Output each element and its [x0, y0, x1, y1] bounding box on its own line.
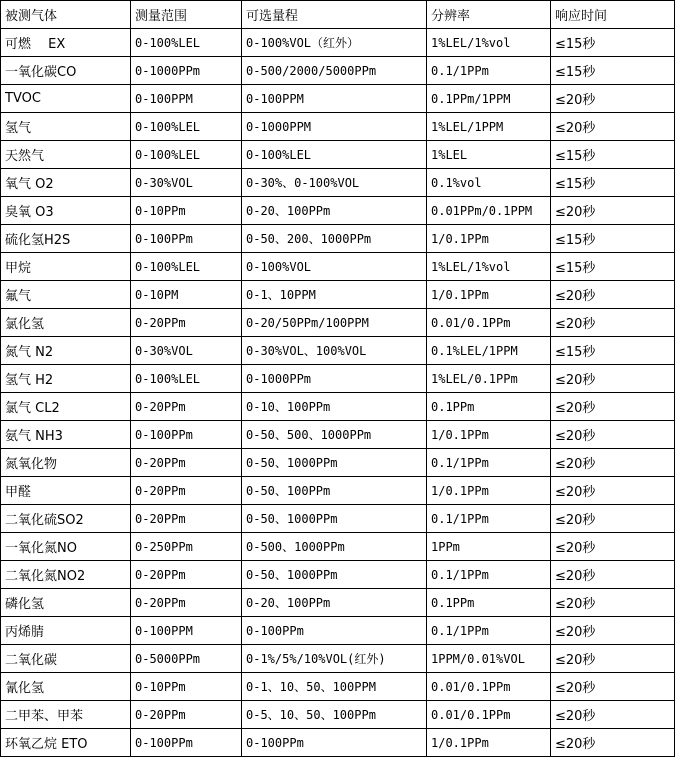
cell-optional-range: 0-100PPm: [242, 729, 427, 757]
table-row: [1, 533, 675, 561]
cell-gas: 二氧化硫SO2: [1, 505, 131, 533]
header-measure-range: 测量范围: [131, 1, 242, 29]
cell-measure-range: 0-10PPm: [131, 197, 242, 225]
cell-response-time: ≤15秒: [551, 225, 675, 253]
cell-response-time: ≤20秒: [551, 449, 675, 477]
table-row: [1, 701, 675, 729]
table-row: [1, 337, 675, 365]
table-row: [1, 505, 675, 533]
cell-response-time: ≤20秒: [551, 309, 675, 337]
cell-measure-range: 0-20PPm: [131, 449, 242, 477]
table-row: [1, 673, 675, 701]
cell-resolution: 0.01/0.1PPm: [427, 673, 551, 701]
cell-response-time: ≤15秒: [551, 253, 675, 281]
cell-gas: 氟气: [1, 281, 131, 309]
cell-optional-range: 0-50、1000PPm: [242, 505, 427, 533]
cell-optional-range: 0-100%LEL: [242, 141, 427, 169]
cell-gas: 氧气 O2: [1, 169, 131, 197]
cell-response-time: ≤15秒: [551, 169, 675, 197]
cell-resolution: 0.1PPm: [427, 393, 551, 421]
table-row: [1, 477, 675, 505]
table-row: [1, 617, 675, 645]
table-row: [1, 645, 675, 673]
cell-resolution: 0.1/1PPm: [427, 561, 551, 589]
table-row: [1, 393, 675, 421]
cell-response-time: ≤20秒: [551, 421, 675, 449]
cell-gas: 磷化氢: [1, 589, 131, 617]
cell-measure-range: 0-100%LEL: [131, 113, 242, 141]
cell-resolution: 1/0.1PPm: [427, 225, 551, 253]
cell-measure-range: 0-20PPm: [131, 589, 242, 617]
header-gas: 被测气体: [1, 1, 131, 29]
cell-gas: 硫化氢H2S: [1, 225, 131, 253]
cell-optional-range: 0-20、100PPm: [242, 197, 427, 225]
table-row: [1, 29, 675, 57]
cell-measure-range: 0-30%VOL: [131, 169, 242, 197]
table-body: [1, 29, 675, 757]
header-response-time: 响应时间: [551, 1, 675, 29]
cell-resolution: 0.1/1PPm: [427, 57, 551, 85]
cell-resolution: 0.1%vol: [427, 169, 551, 197]
cell-resolution: 0.1/1PPm: [427, 617, 551, 645]
cell-response-time: ≤20秒: [551, 197, 675, 225]
cell-measure-range: 0-100%LEL: [131, 253, 242, 281]
cell-optional-range: 0-1、10、50、100PPM: [242, 673, 427, 701]
cell-optional-range: 0-1000PPM: [242, 113, 427, 141]
cell-response-time: ≤20秒: [551, 701, 675, 729]
cell-measure-range: 0-100PPm: [131, 729, 242, 757]
cell-measure-range: 0-20PPm: [131, 477, 242, 505]
table-row: [1, 561, 675, 589]
cell-gas: 氰化氢: [1, 673, 131, 701]
cell-response-time: ≤20秒: [551, 617, 675, 645]
cell-measure-range: 0-100PPM: [131, 617, 242, 645]
cell-gas: 氢气: [1, 113, 131, 141]
cell-gas: 氢气 H2: [1, 365, 131, 393]
cell-response-time: ≤15秒: [551, 29, 675, 57]
table-row: [1, 729, 675, 757]
cell-optional-range: 0-500/2000/5000PPm: [242, 57, 427, 85]
cell-response-time: ≤20秒: [551, 365, 675, 393]
cell-optional-range: 0-30%、0-100%VOL: [242, 169, 427, 197]
cell-gas: 可燃 EX: [1, 29, 131, 57]
table-row: [1, 113, 675, 141]
cell-measure-range: 0-100%LEL: [131, 141, 242, 169]
header-optional-range: 可选量程: [242, 1, 427, 29]
cell-resolution: 0.01PPm/0.1PPM: [427, 197, 551, 225]
cell-measure-range: 0-10PM: [131, 281, 242, 309]
cell-resolution: 1/0.1PPm: [427, 729, 551, 757]
cell-optional-range: 0-50、500、1000PPm: [242, 421, 427, 449]
table-row: [1, 225, 675, 253]
cell-measure-range: 0-5000PPm: [131, 645, 242, 673]
table-row: [1, 365, 675, 393]
table-row: [1, 197, 675, 225]
cell-resolution: 1/0.1PPm: [427, 281, 551, 309]
table-row: [1, 589, 675, 617]
cell-measure-range: 0-20PPm: [131, 561, 242, 589]
cell-response-time: ≤20秒: [551, 113, 675, 141]
cell-optional-range: 0-1%/5%/10%VOL(红外): [242, 645, 427, 673]
cell-measure-range: 0-100PPm: [131, 421, 242, 449]
cell-gas: 二甲苯、甲苯: [1, 701, 131, 729]
cell-gas: 一氧化碳CO: [1, 57, 131, 85]
cell-gas: 甲烷: [1, 253, 131, 281]
cell-gas: 天然气: [1, 141, 131, 169]
cell-resolution: 0.1PPm/1PPM: [427, 85, 551, 113]
cell-optional-range: 0-20/50PPm/100PPM: [242, 309, 427, 337]
cell-optional-range: 0-50、100PPm: [242, 477, 427, 505]
cell-optional-range: 0-100%VOL（红外）: [242, 29, 427, 57]
cell-measure-range: 0-100PPm: [131, 225, 242, 253]
cell-optional-range: 0-1、10PPM: [242, 281, 427, 309]
cell-response-time: ≤20秒: [551, 281, 675, 309]
cell-gas: 臭氧 O3: [1, 197, 131, 225]
cell-response-time: ≤20秒: [551, 673, 675, 701]
cell-measure-range: 0-100%LEL: [131, 29, 242, 57]
cell-resolution: 1%LEL/0.1PPm: [427, 365, 551, 393]
table-row: [1, 85, 675, 113]
cell-response-time: ≤20秒: [551, 477, 675, 505]
cell-response-time: ≤20秒: [551, 729, 675, 757]
table-row: [1, 281, 675, 309]
cell-gas: 环氧乙烷 ETO: [1, 729, 131, 757]
cell-resolution: 0.1PPm: [427, 589, 551, 617]
cell-gas: 丙烯腈: [1, 617, 131, 645]
cell-measure-range: 0-20PPm: [131, 393, 242, 421]
cell-optional-range: 0-20、100PPm: [242, 589, 427, 617]
cell-resolution: 1%LEL/1PPM: [427, 113, 551, 141]
cell-response-time: ≤20秒: [551, 505, 675, 533]
cell-gas: 一氧化氮NO: [1, 533, 131, 561]
cell-gas: TVOC: [1, 85, 131, 113]
cell-optional-range: 0-500、1000PPm: [242, 533, 427, 561]
table-row: [1, 421, 675, 449]
cell-measure-range: 0-20PPm: [131, 701, 242, 729]
cell-gas: 氨气 NH3: [1, 421, 131, 449]
cell-optional-range: 0-100%VOL: [242, 253, 427, 281]
cell-response-time: ≤20秒: [551, 533, 675, 561]
cell-optional-range: 0-30%VOL、100%VOL: [242, 337, 427, 365]
cell-gas: 氮气 N2: [1, 337, 131, 365]
cell-response-time: ≤20秒: [551, 85, 675, 113]
cell-response-time: ≤15秒: [551, 337, 675, 365]
cell-resolution: 0.01/0.1PPm: [427, 701, 551, 729]
cell-resolution: 1PPm: [427, 533, 551, 561]
cell-optional-range: 0-100PPM: [242, 85, 427, 113]
cell-measure-range: 0-10PPm: [131, 673, 242, 701]
header-row: [1, 1, 675, 29]
table-row: [1, 141, 675, 169]
cell-optional-range: 0-1000PPm: [242, 365, 427, 393]
cell-response-time: ≤20秒: [551, 645, 675, 673]
cell-response-time: ≤20秒: [551, 589, 675, 617]
cell-measure-range: 0-250PPm: [131, 533, 242, 561]
cell-gas: 氮氧化物: [1, 449, 131, 477]
cell-gas: 氯化氢: [1, 309, 131, 337]
cell-response-time: ≤15秒: [551, 57, 675, 85]
cell-response-time: ≤20秒: [551, 561, 675, 589]
cell-resolution: 1/0.1PPm: [427, 421, 551, 449]
cell-resolution: 1/0.1PPm: [427, 477, 551, 505]
cell-measure-range: 0-1000PPm: [131, 57, 242, 85]
cell-response-time: ≤15秒: [551, 141, 675, 169]
table-header: [1, 1, 675, 29]
cell-resolution: 1%LEL/1%vol: [427, 29, 551, 57]
cell-gas: 二氧化碳: [1, 645, 131, 673]
header-resolution: 分辨率: [427, 1, 551, 29]
cell-resolution: 0.1/1PPm: [427, 505, 551, 533]
cell-optional-range: 0-50、1000PPm: [242, 449, 427, 477]
table-row: [1, 169, 675, 197]
cell-gas: 二氧化氮NO2: [1, 561, 131, 589]
table-row: [1, 309, 675, 337]
cell-gas: 甲醛: [1, 477, 131, 505]
cell-optional-range: 0-5、10、50、100PPm: [242, 701, 427, 729]
cell-response-time: ≤20秒: [551, 393, 675, 421]
cell-measure-range: 0-20PPm: [131, 309, 242, 337]
cell-resolution: 1%LEL/1%vol: [427, 253, 551, 281]
cell-resolution: 1PPM/0.01%VOL: [427, 645, 551, 673]
cell-optional-range: 0-100PPm: [242, 617, 427, 645]
cell-resolution: 0.01/0.1PPm: [427, 309, 551, 337]
cell-optional-range: 0-10、100PPm: [242, 393, 427, 421]
table-row: [1, 253, 675, 281]
cell-resolution: 0.1%LEL/1PPM: [427, 337, 551, 365]
cell-resolution: 1%LEL: [427, 141, 551, 169]
cell-measure-range: 0-100%LEL: [131, 365, 242, 393]
cell-optional-range: 0-50、200、1000PPm: [242, 225, 427, 253]
cell-resolution: 0.1/1PPm: [427, 449, 551, 477]
table-row: [1, 57, 675, 85]
table-row: [1, 449, 675, 477]
cell-measure-range: 0-20PPm: [131, 505, 242, 533]
cell-optional-range: 0-50、1000PPm: [242, 561, 427, 589]
cell-gas: 氯气 CL2: [1, 393, 131, 421]
cell-measure-range: 0-30%VOL: [131, 337, 242, 365]
cell-measure-range: 0-100PPM: [131, 85, 242, 113]
